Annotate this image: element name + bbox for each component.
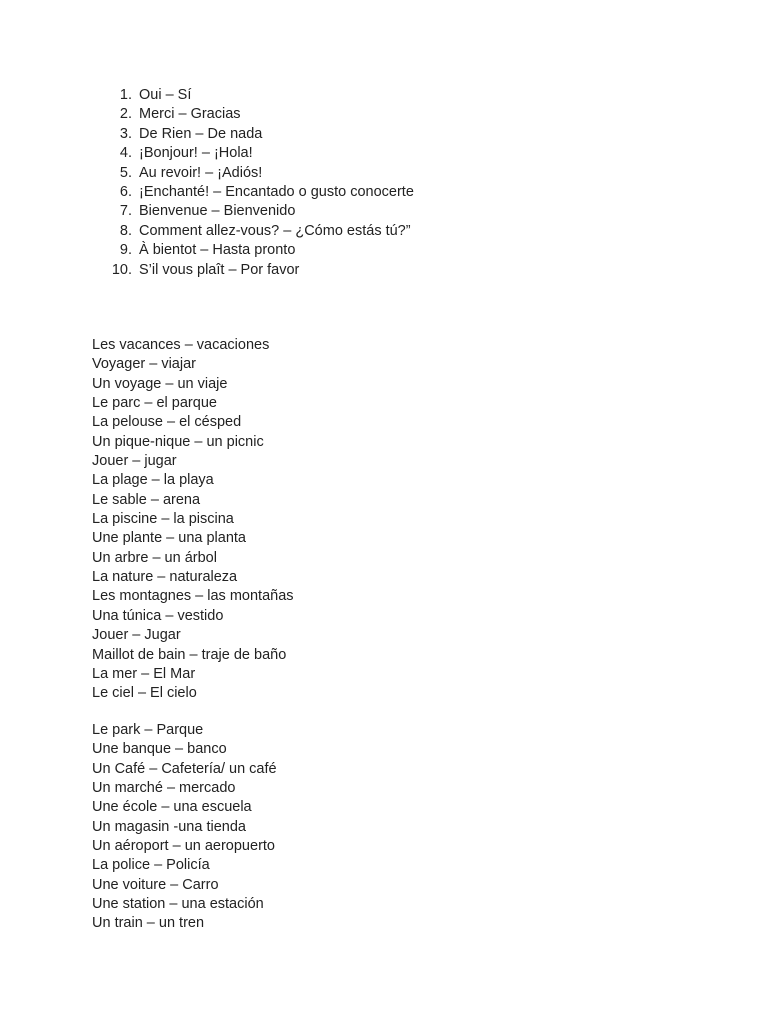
item-number: 9. <box>119 242 132 259</box>
vocab-line: La piscine – la piscina <box>92 511 234 528</box>
item-text: ¡Bonjour! – ¡Hola! <box>139 145 253 162</box>
vocab-line: Un pique-nique – un picnic <box>92 433 264 450</box>
vocab-line: Un train – un tren <box>92 915 205 932</box>
vocab-line: Un Café – Cafetería/ un café <box>92 760 277 777</box>
vocab-line: Maillot de bain – traje de baño <box>92 646 287 663</box>
item-text: Bienvenue – Bienvenido <box>139 203 296 220</box>
vocab-line: Le parc – el parque <box>92 395 217 412</box>
item-text: De Rien – De nada <box>139 125 263 142</box>
vocab-line: Le ciel – El cielo <box>92 685 197 702</box>
vocab-line: Jouer – jugar <box>92 453 177 470</box>
vocab-line: La police – Policía <box>92 857 210 874</box>
vocab-line: Un marché – mercado <box>92 780 236 797</box>
vocab-line: Une plante – una planta <box>92 530 246 547</box>
vocab-line: La nature – naturaleza <box>92 569 238 586</box>
vocab-line: La plage – la playa <box>92 472 214 489</box>
vocab-line: Une station – una estación <box>92 896 264 913</box>
item-text: Oui – Sí <box>139 87 192 103</box>
vocab-line: La pelouse – el césped <box>92 414 242 431</box>
vocab-line: Un magasin -una tienda <box>92 818 246 835</box>
vocab-list-vacation <box>92 336 294 704</box>
item-text: S’il vous plaît – Por favor <box>139 261 300 278</box>
vocab-line: Le sable – arena <box>92 491 201 508</box>
vocab-line: Jouer – Jugar <box>92 627 181 644</box>
vocab-line: Une voiture – Carro <box>92 876 219 893</box>
item-number: 5. <box>119 164 132 181</box>
item-text: Comment allez-vous? – ¿Cómo estás tú?” <box>139 222 411 239</box>
item-text: ¡Enchanté! – Encantado o gusto conocerte <box>139 183 414 200</box>
vocab-line: Une banque – banco <box>92 741 227 758</box>
vocab-line: La mer – El Mar <box>92 665 196 682</box>
vocab-line: Voyager – viajar <box>92 356 196 373</box>
vocab-line: Un voyage – un viaje <box>92 375 228 392</box>
item-text: À bientot – Hasta pronto <box>139 242 296 259</box>
item-number: 6. <box>119 183 132 200</box>
item-text: Au revoir! – ¡Adiós! <box>139 164 263 181</box>
vocab-line: Une école – una escuela <box>92 799 252 816</box>
item-text: Merci – Gracias <box>139 106 241 123</box>
vocab-list-town <box>92 721 277 934</box>
item-number: 8. <box>119 222 132 239</box>
item-number: 7. <box>119 203 132 220</box>
item-number: 2. <box>119 106 132 123</box>
vocab-line: Les vacances – vacaciones <box>92 337 270 353</box>
vocab-line: Un aéroport – un aeropuerto <box>92 838 275 855</box>
vocab-line: Un arbre – un árbol <box>92 549 217 566</box>
item-number: 10. <box>111 261 132 278</box>
vocab-line: Les montagnes – las montañas <box>92 588 294 605</box>
vocab-line: Le park – Parque <box>92 722 204 738</box>
vocab-line: Una túnica – vestido <box>92 607 224 624</box>
item-number: 1. <box>119 87 132 103</box>
item-number: 3. <box>119 125 132 142</box>
item-number: 4. <box>119 145 132 162</box>
